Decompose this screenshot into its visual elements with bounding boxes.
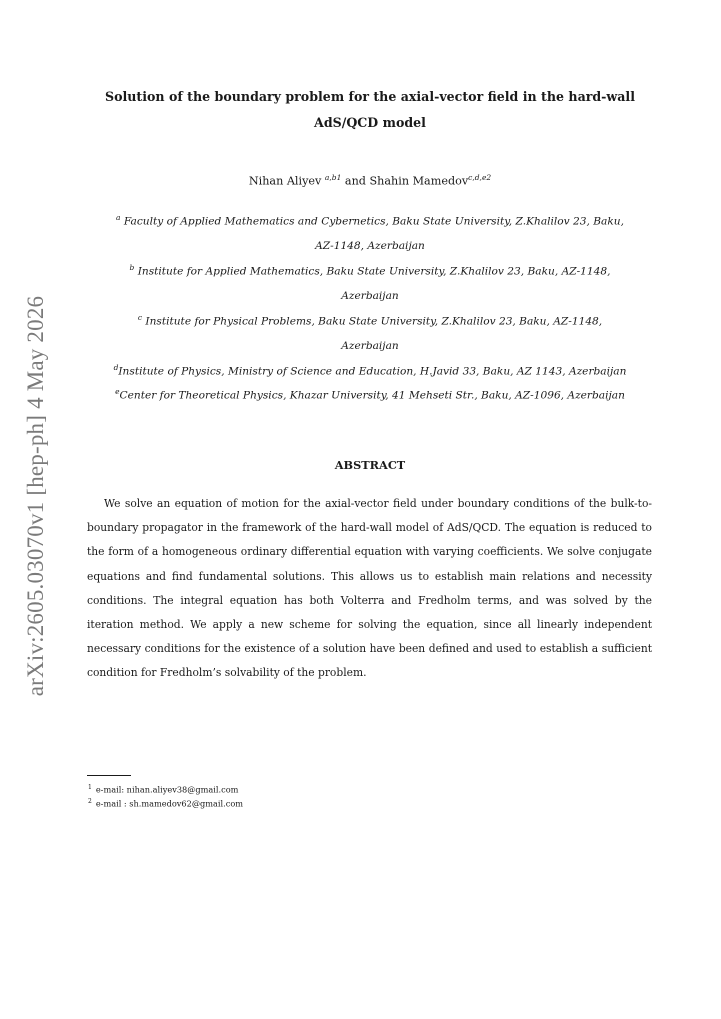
author-joiner: and — [344, 174, 366, 188]
footnote-mark: 2 — [88, 798, 92, 806]
affiliation-a — [88, 206, 652, 259]
affiliation-text: Institute for Applied Mathematics, Baku State University, Z.Khalilov 23, Baku, AZ-1148, — [137, 265, 611, 278]
affiliation-text-continued: Azerbaijan — [341, 290, 399, 303]
affiliation-mark: d — [113, 363, 119, 372]
affiliation-text-continued: AZ-1148, Azerbaijan — [315, 240, 425, 253]
title-line-2: AdS/QCD model — [314, 115, 426, 130]
affiliation-text: Institute for Physical Problems, Baku State University, Z.Khalilov 23, Baku, AZ-1148, — [145, 315, 603, 328]
affiliation-text: Institute of Physics, Ministry of Science and Education, H.Javid 33, Baku, AZ 1143, Azerbaijan — [118, 365, 627, 378]
affiliation-text: Center for Theoretical Physics, Khazar University, 41 Mehseti Str., Baku, AZ-1096, Azerbaijan — [119, 389, 625, 402]
abstract-heading: ABSTRACT — [334, 458, 406, 472]
affiliation-b — [88, 256, 652, 309]
author-name: Nihan Aliyev — [248, 174, 322, 188]
title-line-1: Solution of the boundary problem for the axial-vector field in the hard-wall — [105, 89, 635, 104]
author-affiliation-marks: a,b1 — [324, 173, 342, 182]
footnote-mark: 1 — [88, 784, 92, 791]
affiliation-mark: e — [115, 387, 120, 396]
affiliation-mark: a — [116, 213, 121, 222]
abstract-body: We solve an equation of motion for the axial-vector field under boundary conditions of the bulk-to-boundary propagator in the framework of the hard-wall model of AdS/QCD. The equation is reduced to the form of a homogeneous ordinary differential equation with varying coefficients. We solve conjugate equations and find fundamental solutions. This allows us to establish main relations and necessity conditions. The integral equation has both Volterra and Fredholm terms, and was solved by the iteration method. We apply a new scheme for solving the equation, since all linearly independent necessary conditions for the existence of a solution have been defined and used to establish a sufficient condition for Fredholm’s solvability of the problem. — [87, 497, 652, 680]
footnote-2 — [88, 796, 488, 810]
arxiv-identifier-text: arXiv:2605.03070v1 [hep-ph] 4 May 2026 — [23, 295, 48, 697]
affiliation-e — [88, 380, 652, 408]
footnote-1 — [88, 782, 488, 796]
footnote-email: e-mail: nihan.aliyev38@gmail.com — [95, 784, 239, 795]
affiliation-text: Faculty of Applied Mathematics and Cybernetics, Baku State University, Z.Khalilov 23, Baku, — [123, 215, 624, 228]
affiliation-mark: c — [137, 313, 143, 322]
affiliation-c — [88, 306, 652, 359]
author-affiliation-marks: c,d,e2 — [468, 173, 492, 182]
footnote-email: e-mail : sh.mamedov62@gmail.com — [95, 798, 244, 809]
affiliation-text-continued: Azerbaijan — [341, 340, 399, 353]
affiliation-mark: b — [129, 263, 135, 272]
author-list — [90, 169, 650, 191]
footnote-divider — [87, 775, 131, 776]
paper-title — [90, 84, 650, 136]
author-name: Shahin Mamedov — [369, 174, 469, 188]
footnotes — [88, 782, 488, 810]
